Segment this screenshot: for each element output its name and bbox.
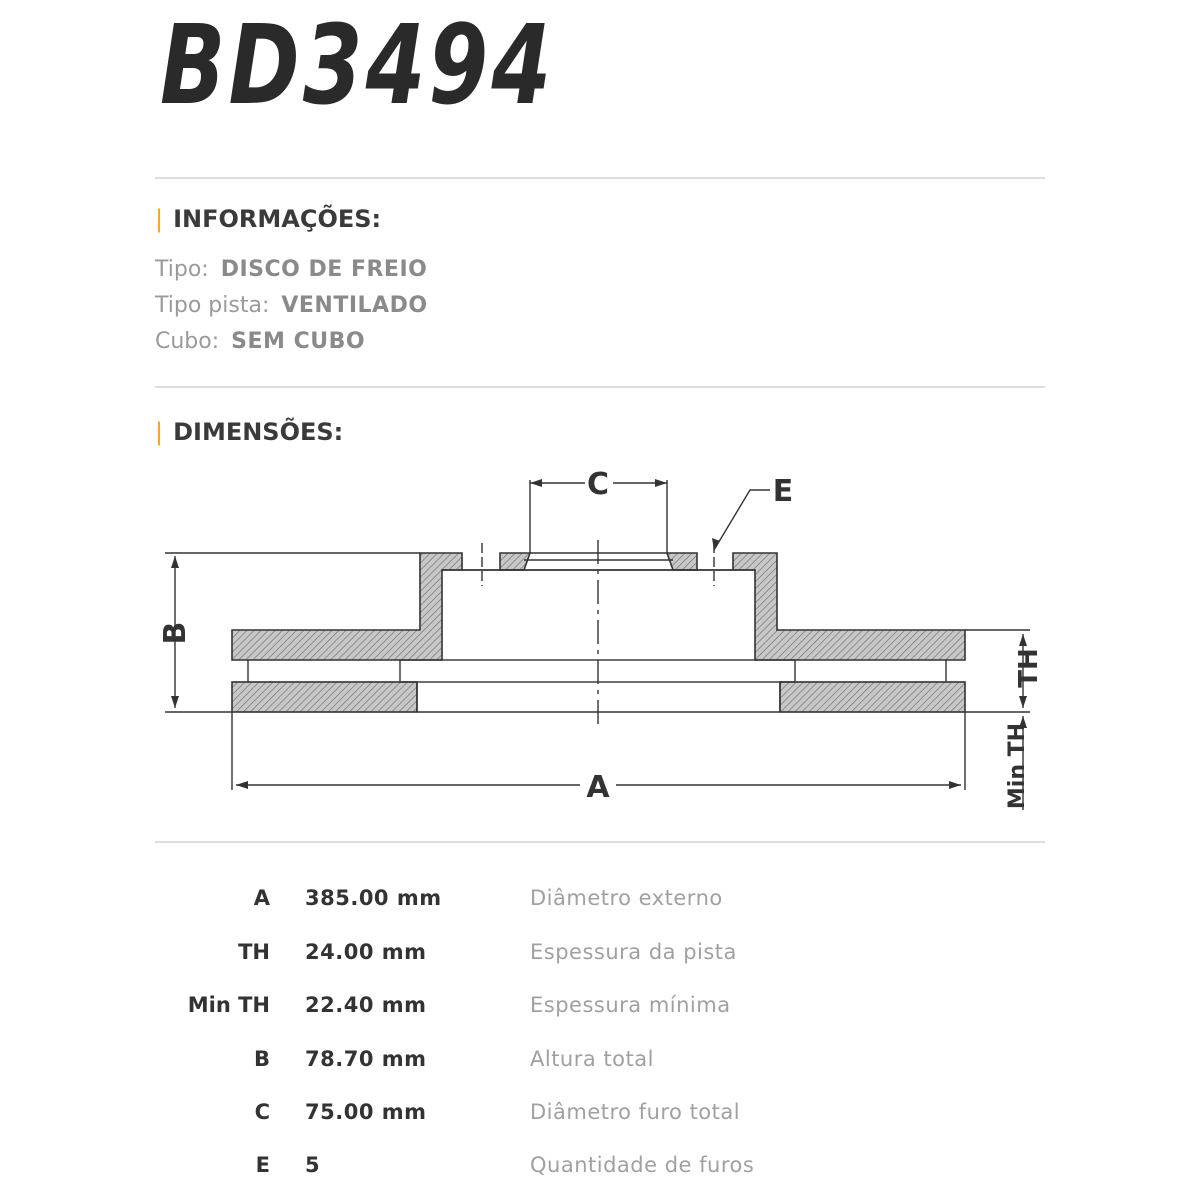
info-row-track-type [155,293,428,318]
label-th: TH [1014,648,1044,688]
divider [155,177,1045,179]
label-a: A [586,770,610,805]
dimension-code: A [253,886,270,910]
disc-bottom-plate-right [780,682,965,712]
label-c: C [586,467,610,502]
dimension-row [0,1100,1200,1140]
dimensions-heading-text: DIMENSÕES: [173,418,344,446]
dimension-row [0,940,1200,980]
info-label: Tipo pista: [155,293,270,318]
info-value: DISCO DE FREIO [220,257,428,282]
dimension-code: Min TH [187,993,270,1017]
dimension-description: Diâmetro furo total [530,1100,741,1124]
dimension-description: Espessura mínima [530,993,731,1017]
dimension-code: C [254,1100,270,1124]
dimension-description: Espessura da pista [530,940,737,964]
dimension-row [0,993,1200,1033]
info-label: Tipo: [155,257,209,282]
info-row-type [155,257,427,282]
divider [155,386,1045,388]
dimension-row [0,1047,1200,1087]
dimension-value: 24.00 mm [305,940,427,964]
dimension-value: 5 [305,1153,321,1177]
dimension-row [0,886,1200,926]
info-heading-text: INFORMAÇÕES: [173,205,382,233]
accent-bar: | [155,205,164,233]
disc-bottom-plate-left [232,682,417,712]
dimension-value: 22.40 mm [305,993,427,1017]
info-row-hub [155,329,365,354]
label-b: B [158,621,193,645]
dimension-value: 75.00 mm [305,1100,427,1124]
dimension-description: Altura total [530,1047,654,1071]
disc-hat-right [667,553,697,570]
info-label: Cubo: [155,329,220,354]
info-value: VENTILADO [281,293,428,318]
dimension-value: 78.70 mm [305,1047,427,1071]
disc-hat-left [500,553,530,570]
brake-disc-diagram [0,440,1200,840]
dimension-row [0,1153,1200,1193]
divider [155,841,1045,843]
info-value: SEM CUBO [231,329,366,354]
dimension-code: TH [238,940,270,964]
dimension-description: Quantidade de furos [530,1153,755,1177]
label-min-th: Min TH [1005,722,1030,810]
disc-top-plate-left [232,553,462,660]
dimension-value: 385.00 mm [305,886,442,910]
dimension-code: E [255,1153,270,1177]
accent-bar: | [155,418,164,446]
disc-top-plate-right [733,553,965,660]
dimension-description: Diâmetro externo [530,886,723,910]
info-heading [155,205,381,233]
label-e: E [772,474,794,509]
dimension-code: B [253,1047,270,1071]
product-code: BD3494 [160,1,555,129]
